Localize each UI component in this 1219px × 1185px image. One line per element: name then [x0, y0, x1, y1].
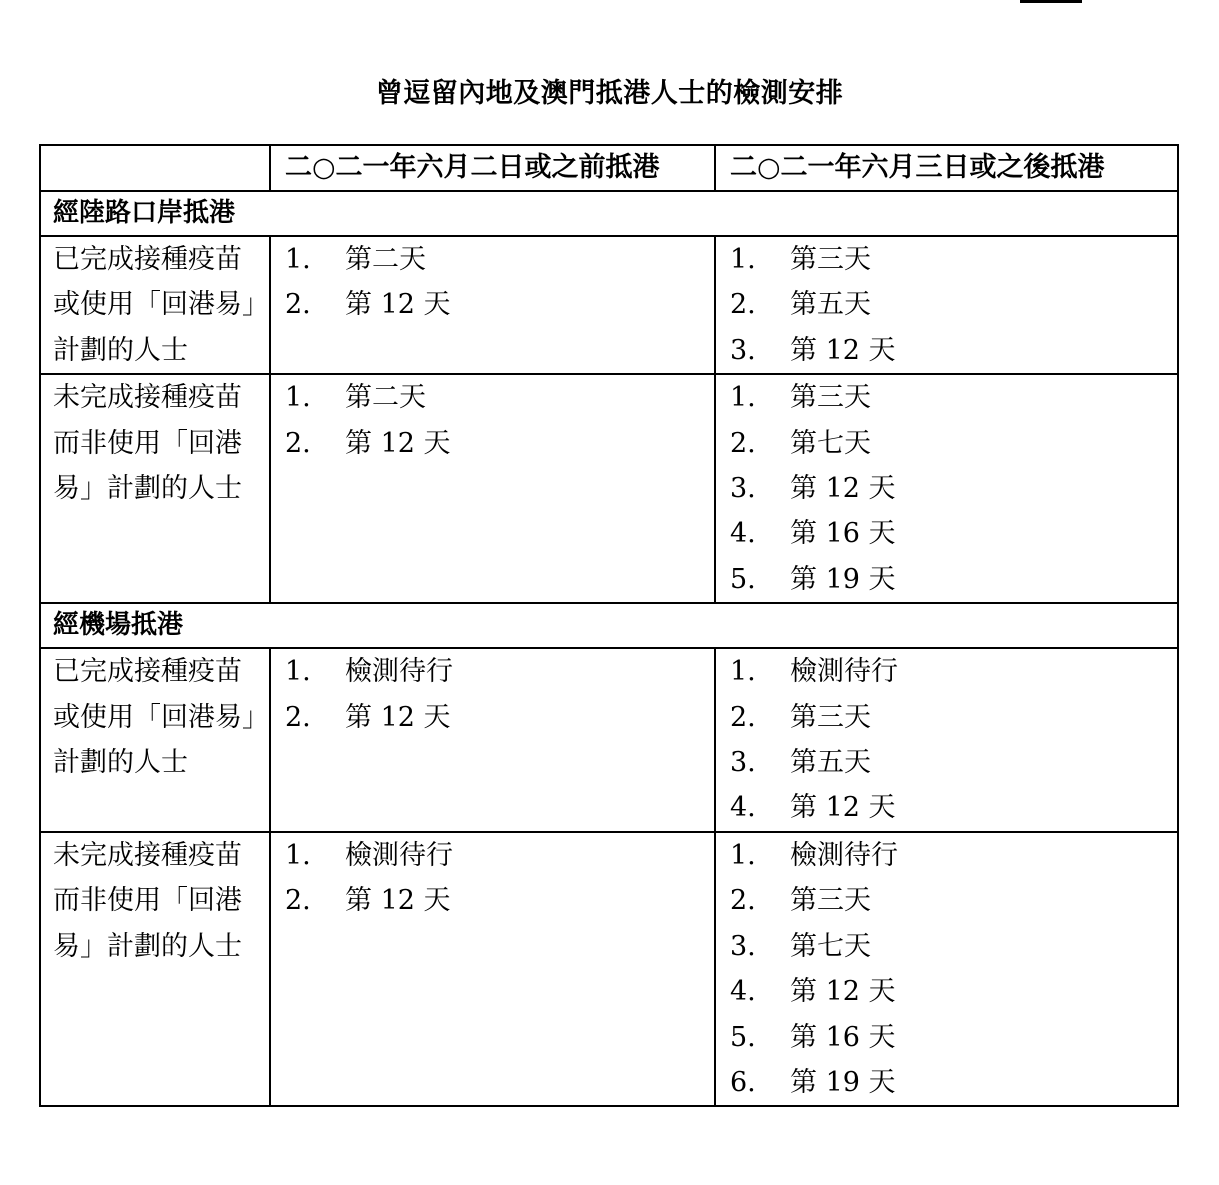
list-item: [285, 695, 714, 740]
testing-schedule-table: [39, 144, 1179, 1107]
list-item: [730, 466, 1177, 511]
list-item-text: 第三天: [790, 382, 871, 414]
list-item-text: 檢測待行: [345, 839, 453, 871]
header-row: [40, 145, 1178, 191]
table-header: [40, 145, 1178, 191]
category-cell: [40, 832, 270, 1106]
list-item-number: 2.: [285, 701, 311, 733]
before-day-list: [271, 237, 714, 328]
list-item-text: 第五天: [790, 747, 871, 779]
after-day-list: [716, 833, 1177, 1105]
category-label: 已完成接種疫苗或使用「回港易」計劃的人士: [53, 244, 256, 366]
list-item: [285, 375, 714, 420]
list-item-number: 1.: [730, 244, 756, 275]
list-item-text: 第二天: [345, 382, 426, 414]
list-item: [730, 375, 1177, 420]
list-item-number: 4.: [730, 792, 756, 824]
list-item-number: 2.: [285, 885, 311, 917]
top-rule-mark: [1020, 0, 1082, 3]
list-item-text: 第三天: [790, 701, 871, 733]
list-item-number: 1.: [730, 656, 756, 688]
header-cell-empty: [40, 145, 270, 191]
list-item-number: 1.: [730, 382, 756, 414]
list-item-text: 第 12 天: [790, 976, 896, 1008]
category-cell: [40, 236, 270, 374]
list-item-number: 2.: [285, 289, 311, 321]
table-row: [40, 648, 1178, 832]
list-item: [730, 695, 1177, 740]
after-cell: [715, 374, 1178, 603]
list-item-text: 第 12 天: [790, 334, 896, 366]
list-item: [285, 421, 714, 466]
list-item-text: 第 12 天: [790, 473, 896, 505]
list-item: [730, 833, 1177, 878]
list-item-text: 第 12 天: [345, 289, 451, 321]
list-item: [730, 421, 1177, 466]
before-day-list: [271, 375, 714, 466]
list-item-number: 2.: [730, 701, 756, 733]
section-row: [40, 603, 1178, 648]
list-item: [730, 924, 1177, 969]
before-day-list: [271, 649, 714, 740]
after-cell: [715, 832, 1178, 1106]
list-item-text: 第 12 天: [345, 701, 451, 733]
list-item-text: 檢測待行: [790, 656, 898, 688]
header-cell-after: [715, 145, 1178, 191]
list-item-text: 檢測待行: [790, 839, 898, 871]
list-item: [285, 833, 714, 878]
list-item-number: 3.: [730, 930, 756, 962]
list-item-number: 4.: [730, 518, 756, 550]
list-item-text: 第 12 天: [345, 427, 451, 459]
list-item: [285, 282, 714, 327]
list-item-number: 2.: [285, 427, 311, 459]
list-item: [730, 328, 1177, 373]
list-item-number: 1.: [285, 656, 311, 688]
category-cell: [40, 648, 270, 832]
list-item-number: 3.: [730, 334, 756, 366]
section-label: 經機場抵港: [53, 610, 184, 641]
list-item-number: 1.: [285, 244, 311, 275]
list-item: [730, 1060, 1177, 1105]
list-item: [730, 557, 1177, 602]
before-cell: [270, 374, 715, 603]
category-label: 未完成接種疫苗而非使用「回港易」計劃的人士: [53, 839, 242, 962]
section-row: [40, 191, 1178, 236]
category-label: 已完成接種疫苗或使用「回港易」計劃的人士: [53, 656, 256, 779]
list-item: [730, 1015, 1177, 1060]
list-item-text: 第 19 天: [790, 563, 896, 595]
list-item: [730, 282, 1177, 327]
list-item: [285, 878, 714, 923]
list-item: [730, 511, 1177, 556]
list-item-number: 2.: [730, 289, 756, 321]
list-item: [730, 785, 1177, 830]
after-cell: [715, 236, 1178, 374]
section-label: 經陸路口岸抵港: [53, 198, 236, 228]
table-body: [40, 191, 1178, 1106]
list-item-text: 第 16 天: [790, 1021, 896, 1053]
list-item-number: 5.: [730, 563, 756, 595]
after-day-list: [716, 649, 1177, 831]
list-item-text: 第 16 天: [790, 518, 896, 550]
list-item: [730, 740, 1177, 785]
before-cell: [270, 832, 715, 1106]
before-cell: [270, 236, 715, 374]
section-cell: [40, 191, 1178, 236]
list-item: [730, 969, 1177, 1014]
list-item-number: 2.: [730, 427, 756, 459]
list-item-number: 1.: [730, 839, 756, 871]
list-item-number: 3.: [730, 747, 756, 779]
list-item: [730, 878, 1177, 923]
list-item-text: 第七天: [790, 427, 871, 459]
category-label: 未完成接種疫苗而非使用「回港易」計劃的人士: [53, 382, 242, 505]
list-item-text: 第 12 天: [345, 885, 451, 917]
category-cell: [40, 374, 270, 603]
table-row: [40, 374, 1178, 603]
list-item-text: 第五天: [790, 289, 871, 321]
list-item-number: 1.: [285, 382, 311, 414]
list-item-number: 1.: [285, 839, 311, 871]
list-item-number: 5.: [730, 1021, 756, 1053]
after-day-list: [716, 375, 1177, 602]
list-item: [730, 649, 1177, 694]
list-item-text: 第七天: [790, 930, 871, 962]
list-item-text: 第二天: [345, 244, 426, 275]
header-before-label: 二○二一年六月二日或之前抵港: [285, 152, 660, 183]
list-item-text: 第三天: [790, 244, 871, 275]
header-after-label: 二○二一年六月三日或之後抵港: [730, 152, 1105, 183]
after-cell: [715, 648, 1178, 832]
table-row: [40, 236, 1178, 374]
list-item-text: 第 19 天: [790, 1066, 896, 1098]
before-cell: [270, 648, 715, 832]
list-item: [285, 237, 714, 282]
list-item-number: 4.: [730, 976, 756, 1008]
list-item-number: 3.: [730, 473, 756, 505]
list-item-text: 檢測待行: [345, 656, 453, 688]
list-item-number: 6.: [730, 1066, 756, 1098]
list-item-text: 第三天: [790, 885, 871, 917]
page-title: 曾逗留內地及澳門抵港人士的檢測安排: [375, 78, 844, 110]
list-item: [730, 237, 1177, 282]
after-day-list: [716, 237, 1177, 373]
list-item-number: 2.: [730, 885, 756, 917]
before-day-list: [271, 833, 714, 924]
section-cell: [40, 603, 1178, 648]
header-cell-before: [270, 145, 715, 191]
list-item-text: 第 12 天: [790, 792, 896, 824]
table-row: [40, 832, 1178, 1106]
list-item: [285, 649, 714, 694]
